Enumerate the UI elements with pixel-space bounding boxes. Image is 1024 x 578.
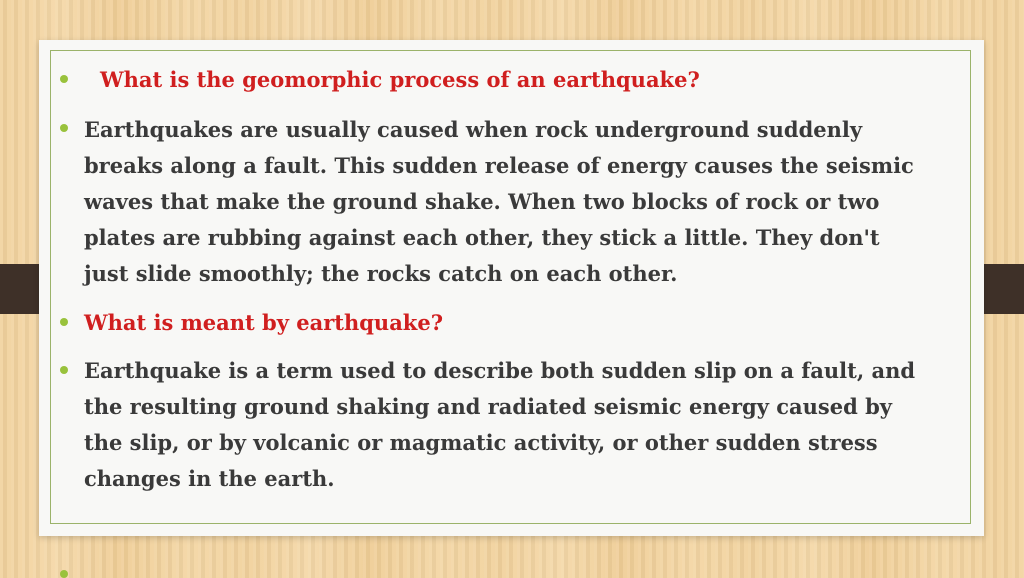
- bullet-dot-icon: [60, 570, 68, 578]
- bullet-dot-icon: [60, 124, 68, 132]
- bullet-dot-icon: [60, 318, 68, 326]
- answer-paragraph-earthquake-meaning: Earthquake is a term used to describe both sudden slip on a fault, and the resulting ground shaking and radiated seismic energy caused by the slip, or by volcanic or magmatic activity, or other sudden stress changes in the earth.: [84, 358, 916, 491]
- bullet-dot-icon: [60, 366, 68, 374]
- question-heading-earthquake-meaning: What is meant by earthquake?: [84, 310, 444, 335]
- bullet-dot-icon: [60, 75, 68, 83]
- slide-card: [39, 40, 984, 536]
- answer-paragraph-geomorphic: Earthquakes are usually caused when rock underground suddenly breaks along a fault. This sudden release of energy causes the seismic waves that make the ground shake. When two blocks of rock or two plates are rubbing against each other, they stick a little. They don't just slide smoothly; the rocks catch on each other.: [84, 117, 914, 286]
- question-heading-geomorphic: What is the geomorphic process of an earthquake?: [100, 67, 700, 92]
